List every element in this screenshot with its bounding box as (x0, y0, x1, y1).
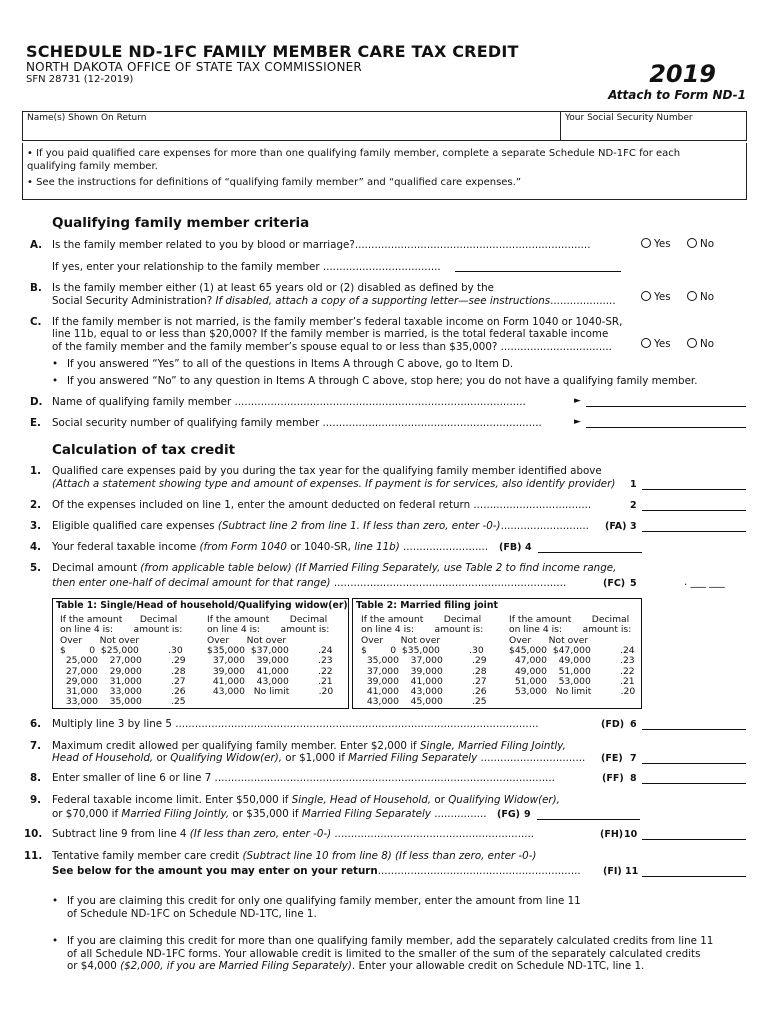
line-1-text: Qualified care expenses paid by you during the tax year for the qualifying family member identified above (52, 465, 602, 477)
line-3-text: Eligible qualified care expenses (Subtract line 2 from line 1. If less than zero, enter -0-)........................... (52, 520, 589, 532)
calculation-heading: Calculation of tax credit (52, 442, 236, 458)
table-2-header-right: If the amount Decimal on line 4 is: amount is: Over Not over (509, 614, 632, 646)
line-9-box-number: 9 (524, 809, 531, 820)
footer-bullet-2: • (52, 935, 59, 947)
line-5-decimal-field[interactable]: . ___ ___ (684, 576, 725, 588)
line-2-amount[interactable] (642, 510, 746, 511)
item-c-label: C. (30, 316, 42, 328)
agency-name: NORTH DAKOTA OFFICE OF STATE TAX COMMISSIONER (26, 60, 362, 74)
line-10-number: 10. (24, 828, 43, 840)
radio-icon (687, 338, 697, 348)
item-c-line3: of the family member and the family member’s spouse equal to or less than $35,000? .................................. (52, 341, 612, 353)
names-label: Name(s) Shown On Return (27, 113, 147, 123)
ssn-label: Your Social Security Number (565, 113, 693, 123)
line-7-number: 7. (30, 740, 42, 752)
line-5-text-2: then enter one-half of decimal amount for that range) ....................................................................... (52, 577, 567, 589)
line-3-amount[interactable] (642, 531, 746, 532)
line-4-text: Your federal taxable income (from Form 1040 or 1040-SR, line 11b) .......................... (52, 541, 489, 553)
item-c-no[interactable] (687, 338, 714, 350)
family-member-name-field[interactable] (586, 406, 746, 407)
form-number: SFN 28731 (12-2019) (26, 74, 134, 85)
radio-icon (641, 291, 651, 301)
line-9-text-2: or $70,000 if Married Filing Jointly, or $35,000 if Married Filing Separately ................ (52, 808, 487, 820)
line-4-box-number: 4 (525, 542, 532, 553)
footer-note-1: If you are claiming this credit for only one qualifying family member, enter the amount from line 11 of Schedule ND-1FC on Schedule ND-1TC, line 1. (67, 895, 581, 920)
footer-bullet-1: • (52, 895, 59, 907)
tax-year: 2019 (649, 60, 716, 88)
yes-label: Yes (654, 338, 671, 350)
line-7-text: Maximum credit allowed per qualifying family member. Enter $2,000 if Single, Married Filing Jointly, (52, 740, 566, 752)
line-11-text: Tentative family member care credit (Subtract line 10 from line 8) (If less than zero, enter -0-) (52, 850, 537, 862)
item-e-text: Social security number of qualifying family member ................................................................... (52, 417, 542, 429)
radio-icon (687, 238, 697, 248)
line-6-amount[interactable] (642, 729, 746, 730)
line-11-number: 11. (24, 850, 43, 862)
names-field[interactable] (23, 125, 558, 140)
line-4-number: 4. (30, 541, 42, 553)
line-5-box-number: 5 (630, 578, 637, 589)
table-1-title: Table 1: Single/Head of household/Qualifying widow(er) (56, 600, 348, 611)
no-label: No (700, 291, 715, 303)
table-2-title: Table 2: Married filing joint (356, 600, 498, 611)
item-a-no[interactable] (687, 238, 714, 250)
line-8-code: (FF) (602, 773, 624, 784)
note-no: If you answered “No” to any question in Items A through C above, stop here; you do not have a qualifying family member. (67, 375, 698, 387)
no-label: No (700, 338, 715, 350)
line-6-number: 6. (30, 718, 42, 730)
ssn-field[interactable] (561, 125, 745, 140)
item-a-text: Is the family member related to you by blood or marriage?........................................................................ (52, 239, 591, 251)
attach-note: Attach to Form ND-1 (608, 88, 746, 102)
line-1-note: (Attach a statement showing type and amount of expenses. If payment is for services, also identify provider) (52, 478, 616, 490)
item-b-label: B. (30, 282, 42, 294)
item-a-yes[interactable] (641, 238, 671, 250)
item-d-text: Name of qualifying family member ......................................................................................... (52, 396, 526, 408)
line-9-text: Federal taxable income limit. Enter $50,000 if Single, Head of Household, or Qualifying Widow(er), (52, 794, 560, 806)
form-title: SCHEDULE ND-1FC FAMILY MEMBER CARE TAX CREDIT (26, 42, 519, 61)
line-4-amount[interactable] (538, 552, 642, 553)
line-8-box-number: 8 (630, 773, 637, 784)
line-1-box-number: 1 (630, 479, 637, 490)
table-1 (52, 598, 349, 709)
instruction-bullet-2: • See the instructions for definitions of “qualifying family member” and “qualified care expenses.” (27, 177, 521, 188)
line-8-amount[interactable] (642, 783, 746, 784)
item-a-label: A. (30, 239, 43, 251)
line-11-amount[interactable] (642, 876, 746, 877)
line-8-text: Enter smaller of line 6 or line 7 ........................................................................................................ (52, 772, 555, 784)
line-7-amount[interactable] (642, 763, 746, 764)
line-10-code: (FH) (600, 829, 624, 840)
note-no-bullet: • (52, 375, 59, 387)
line-10-text: Subtract line 9 from line 4 (If less than zero, enter -0-) ............................................................. (52, 828, 535, 840)
relationship-field[interactable] (455, 271, 621, 272)
line-5-text: Decimal amount (from applicable table below) (If Married Filing Separately, use Table 2 to find income range, (52, 562, 617, 574)
line-11-code: (FI) (603, 866, 622, 877)
note-yes-bullet: • (52, 358, 59, 370)
item-c-line1: If the family member is not married, is the family member’s federal taxable income on Form 1040 or 1040-SR, (52, 316, 623, 328)
line-6-text: Multiply line 3 by line 5 ............................................................................................................... (52, 718, 539, 730)
footer-note-2: If you are claiming this credit for more than one qualifying family member, add the separately calculated credits from line 11 of all Schedule ND-1FC forms. Your allowable credit is limited to the smaller of the sum of the separately calculated credits or $4,000 ($2,000, if you are Married Filing Separately). Enter your allowable credit on Schedule ND-1TC, line 1. (67, 935, 714, 972)
radio-icon (641, 338, 651, 348)
instruction-bullet-1: • If you paid qualified care expenses for more than one qualifying family member, complete a separate Schedule ND-1FC for each qualifying family member. (27, 148, 681, 172)
line-5-number: 5. (30, 562, 42, 574)
item-b-no[interactable] (687, 291, 714, 303)
line-10-box-number: 10 (624, 829, 638, 840)
line-7-code: (FE) (601, 753, 623, 764)
table-2 (352, 598, 642, 709)
table-1-header-right: If the amount Decimal on line 4 is: amount is: Over Not over (207, 614, 330, 646)
table-1-rows-left: $ 0 $25,000 .30 25,000 27,000 .29 27,000 29,000 .28 29,000 31,000 .27 31,000 33,000 .26 33,000 35,000 .25 (60, 645, 186, 708)
line-9-amount[interactable] (537, 819, 640, 820)
item-a-relationship-text: If yes, enter your relationship to the family member .................................... (52, 261, 441, 273)
line-3-box-number: 3 (630, 521, 637, 532)
line-6-code: (FD) (601, 719, 625, 730)
line-10-amount[interactable] (642, 839, 746, 840)
family-member-ssn-field[interactable] (586, 427, 746, 428)
table-1-header-left: If the amount Decimal on line 4 is: amount is: Over Not over (60, 614, 183, 646)
line-8-number: 8. (30, 772, 42, 784)
line-5-code: (FC) (603, 578, 626, 589)
criteria-heading: Qualifying family member criteria (52, 215, 310, 231)
yes-label: Yes (654, 238, 671, 250)
yes-label: Yes (654, 291, 671, 303)
item-b-yes[interactable] (641, 291, 671, 303)
line-11-text-2: See below for the amount you may enter on your return.............................................................. (52, 865, 581, 877)
line-9-number: 9. (30, 794, 42, 806)
no-label: No (700, 238, 715, 250)
line-1-number: 1. (30, 465, 42, 477)
line-3-code: (FA) (605, 521, 627, 532)
line-7-text-2: Head of Household, or Qualifying Widow(er), or $1,000 if Married Filing Separately ................................ (52, 752, 586, 764)
line-3-number: 3. (30, 520, 42, 532)
arrow-right-icon: ► (574, 417, 581, 427)
line-6-box-number: 6 (630, 719, 637, 730)
line-2-number: 2. (30, 499, 42, 511)
item-b-line2: Social Security Administration? If disabled, attach a copy of a supporting letter—see instructions.................... (52, 295, 616, 307)
instructions-box (22, 143, 747, 200)
line-2-text: Of the expenses included on line 1, enter the amount deducted on federal return .................................... (52, 499, 592, 511)
line-7-box-number: 7 (630, 753, 637, 764)
table-1-rows-right: $35,000 $37,000 .24 37,000 39,000 .23 39,000 41,000 .22 41,000 43,000 .21 43,000 No limit .20 (207, 645, 334, 698)
line-1-amount[interactable] (642, 489, 746, 490)
item-c-line2: line 11b, equal to or less than $20,000? If the family member is married, is the total federal taxable income (52, 328, 609, 340)
radio-icon (687, 291, 697, 301)
item-e-label: E. (30, 417, 41, 429)
item-c-yes[interactable] (641, 338, 671, 350)
item-d-label: D. (30, 396, 43, 408)
line-11-box-number: 11 (625, 866, 639, 877)
radio-icon (641, 238, 651, 248)
note-yes: If you answered “Yes” to all of the questions in Items A through C above, go to Item D. (67, 358, 514, 370)
item-b-line1: Is the family member either (1) at least 65 years old or (2) disabled as defined by the (52, 282, 494, 294)
line-9-code: (FG) (497, 809, 520, 820)
table-2-rows-left: $ 0 $35,000 .30 35,000 37,000 .29 37,000 39,000 .28 39,000 41,000 .27 41,000 43,000 .26 43,000 45,000 .25 (361, 645, 487, 708)
table-2-header-left: If the amount Decimal on line 4 is: amount is: Over Not over (361, 614, 484, 646)
arrow-right-icon: ► (574, 396, 581, 406)
line-2-box-number: 2 (630, 500, 637, 511)
table-2-rows-right: $45,000 $47,000 .24 47,000 49,000 .23 49,000 51,000 .22 51,000 53,000 .21 53,000 No limit .20 (509, 645, 636, 698)
line-4-code: (FB) (499, 542, 522, 553)
